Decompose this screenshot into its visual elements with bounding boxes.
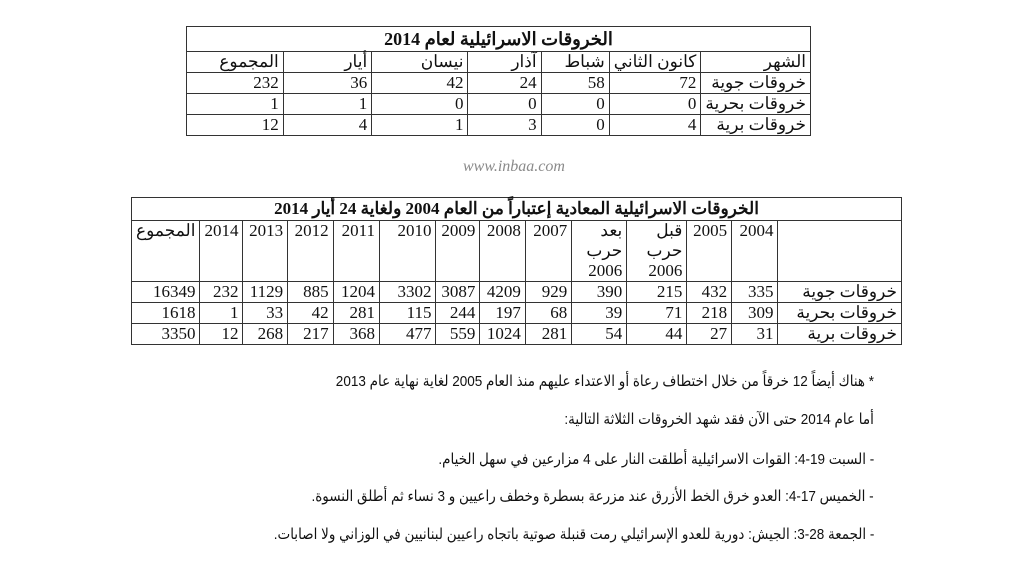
cell: 309 — [732, 303, 778, 324]
cell: 4 — [609, 115, 701, 136]
cell: 1 — [372, 115, 468, 136]
header-cell: شباط — [541, 52, 609, 73]
row-label: خروقات برية — [778, 324, 902, 345]
cell: 58 — [541, 73, 609, 94]
cell: 0 — [372, 94, 468, 115]
header-cell: 2007 — [525, 221, 571, 282]
cell: 390 — [572, 282, 627, 303]
header-cell: 2008 — [480, 221, 526, 282]
table-header-row — [187, 52, 811, 73]
cell: 1024 — [480, 324, 526, 345]
row-label: خروقات جوية — [778, 282, 902, 303]
header-cell: المجموع — [132, 221, 200, 282]
violations-2014-table — [186, 26, 811, 136]
note-item: - السبت 19-4: القوات الاسرائيلية أطلقت النار على 4 مزارعين في سهل الخيام. — [438, 451, 874, 468]
cell: 12 — [200, 324, 243, 345]
note-item: - الجمعة 28-3: الجيش: دورية للعدو الإسرائيلي رمت قنبلة صوتية باتجاه راعيين لبنانيين في الوزاني ولا اصابات. — [273, 526, 874, 543]
table-row — [187, 94, 811, 115]
table-header-row — [132, 221, 902, 282]
cell: 1 — [200, 303, 243, 324]
cell: 368 — [333, 324, 379, 345]
table-row — [132, 282, 902, 303]
table-row — [187, 73, 811, 94]
cell: 1129 — [243, 282, 288, 303]
header-cell: 2010 — [380, 221, 436, 282]
cell: 4 — [283, 115, 371, 136]
note-item: - الخميس 17-4: العدو خرق الخط الأزرق عند مزرعة بسطرة وخطف راعيين و 3 نساء ثم أطلق النسوة. — [311, 488, 874, 505]
cell: 16349 — [132, 282, 200, 303]
table-row — [132, 324, 902, 345]
cell: 432 — [687, 282, 732, 303]
header-cell: كانون الثاني — [609, 52, 701, 73]
cell: 885 — [288, 282, 334, 303]
table-row — [187, 115, 811, 136]
cell: 0 — [468, 94, 541, 115]
cell: 115 — [380, 303, 436, 324]
cell: 929 — [525, 282, 571, 303]
cell: 0 — [541, 94, 609, 115]
cell: 1 — [187, 94, 284, 115]
cell: 31 — [732, 324, 778, 345]
row-label: خروقات بحرية — [701, 94, 811, 115]
cell: 42 — [372, 73, 468, 94]
header-cell: المجموع — [187, 52, 284, 73]
cell: 3 — [468, 115, 541, 136]
cell: 39 — [572, 303, 627, 324]
violations-2004-2014-table — [131, 197, 902, 345]
header-cell: أيار — [283, 52, 371, 73]
header-cell: الشهر — [701, 52, 811, 73]
cell: 24 — [468, 73, 541, 94]
cell: 197 — [480, 303, 526, 324]
cell: 1 — [283, 94, 371, 115]
cell: 218 — [687, 303, 732, 324]
header-cell: 2014 — [200, 221, 243, 282]
cell: 3087 — [436, 282, 480, 303]
cell: 3302 — [380, 282, 436, 303]
cell: 27 — [687, 324, 732, 345]
header-cell: 2005 — [687, 221, 732, 282]
cell: 217 — [288, 324, 334, 345]
cell: 1618 — [132, 303, 200, 324]
cell: 36 — [283, 73, 371, 94]
cell: 71 — [627, 303, 687, 324]
cell: 281 — [525, 324, 571, 345]
cell: 559 — [436, 324, 480, 345]
header-cell: 2012 — [288, 221, 334, 282]
table-title: الخروقات الاسرائيلية المعادية إعتباراً من العام 2004 ولغاية 24 أيار 2014 — [132, 198, 902, 221]
header-cell: 2011 — [333, 221, 379, 282]
cell: 232 — [187, 73, 284, 94]
cell: 0 — [541, 115, 609, 136]
cell: 72 — [609, 73, 701, 94]
header-cell — [778, 221, 902, 282]
header-cell: 2004 — [732, 221, 778, 282]
row-label: خروقات جوية — [701, 73, 811, 94]
table-row — [132, 303, 902, 324]
cell: 3350 — [132, 324, 200, 345]
cell: 268 — [243, 324, 288, 345]
cell: 281 — [333, 303, 379, 324]
cell: 232 — [200, 282, 243, 303]
cell: 477 — [380, 324, 436, 345]
cell: 42 — [288, 303, 334, 324]
cell: 1204 — [333, 282, 379, 303]
note-2014-intro: أما عام 2014 حتى الآن فقد شهد الخروقات الثلاثة التالية: — [564, 411, 874, 428]
header-cell: بعد حرب 2006 — [572, 221, 627, 282]
cell: 335 — [732, 282, 778, 303]
note-shepherds: * هناك أيضاً 12 خرقاً من خلال اختطاف رعاة أو الاعتداء عليهم منذ العام 2005 لغاية نهاية عام 2013 — [335, 373, 874, 390]
header-cell: 2009 — [436, 221, 480, 282]
cell: 44 — [627, 324, 687, 345]
table-title: الخروقات الاسرائيلية لعام 2014 — [187, 27, 811, 52]
header-cell: قبل حرب 2006 — [627, 221, 687, 282]
watermark-url: www.inbaa.com — [463, 158, 565, 175]
row-label: خروقات بحرية — [778, 303, 902, 324]
cell: 68 — [525, 303, 571, 324]
cell: 33 — [243, 303, 288, 324]
cell: 12 — [187, 115, 284, 136]
cell: 244 — [436, 303, 480, 324]
cell: 215 — [627, 282, 687, 303]
header-cell: آذار — [468, 52, 541, 73]
cell: 54 — [572, 324, 627, 345]
cell: 0 — [609, 94, 701, 115]
header-cell: 2013 — [243, 221, 288, 282]
cell: 4209 — [480, 282, 526, 303]
header-cell: نيسان — [372, 52, 468, 73]
row-label: خروقات برية — [701, 115, 811, 136]
